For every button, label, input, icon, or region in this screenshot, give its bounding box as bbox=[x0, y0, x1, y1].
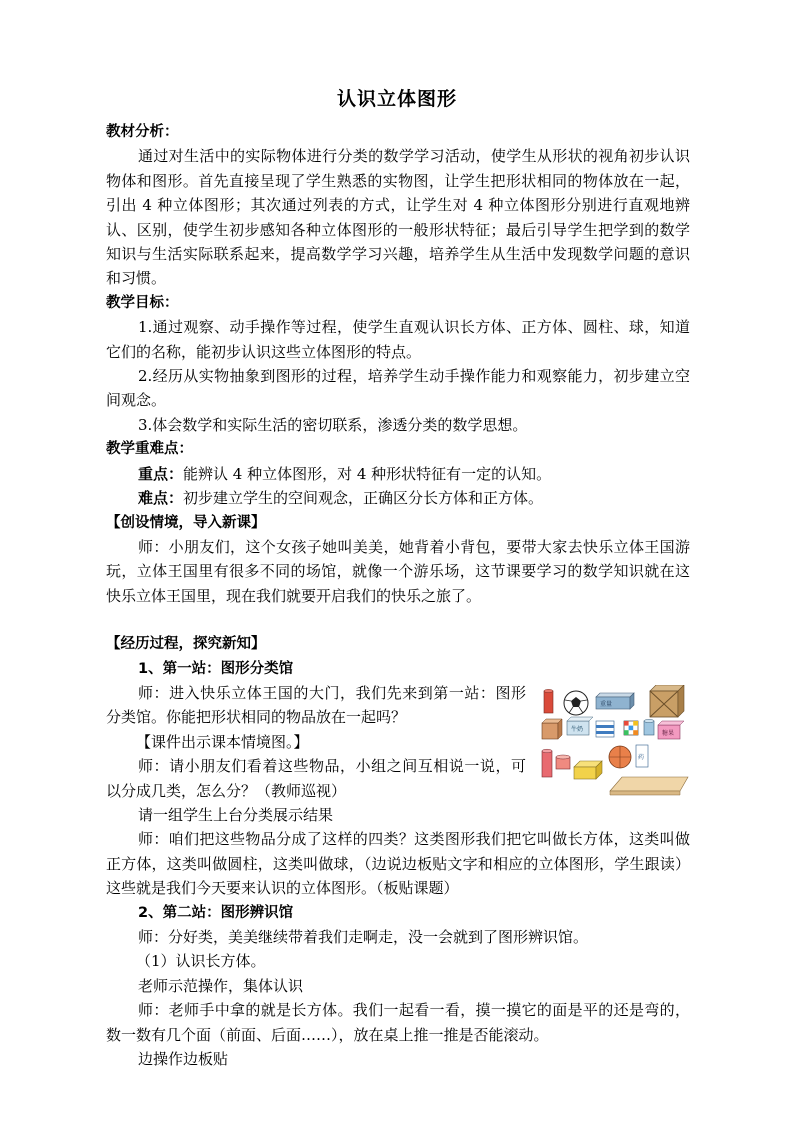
small-box-image bbox=[542, 719, 562, 739]
milk-box-label: 牛奶 bbox=[571, 725, 584, 733]
station2-para-3: 老师示范操作，集体认识 bbox=[138, 976, 304, 995]
medicine-box-label: 药 bbox=[638, 753, 645, 761]
difficulty-label: 难点： bbox=[138, 489, 184, 508]
focus-line bbox=[106, 462, 690, 486]
intro-text: 师：小朋友们，这个女孩子她叫美美，她背着小背包，要带大家去快乐立体王国游玩，立体王国里有很多不同的场馆，就像一个游乐场，这节课要学习的数学知识就在这快乐立体王国里，现在我们就要开启我们的快乐之旅了。 bbox=[106, 537, 690, 605]
station2-para-5: 边操作边板贴 bbox=[138, 1050, 229, 1069]
station1-title: 1、第一站：图形分类馆 bbox=[138, 660, 294, 677]
tissue-box-image bbox=[574, 761, 602, 779]
soccer-ball-image bbox=[564, 691, 588, 715]
focus-text: 能辨认 4 种立体图形，对 4 种形状特征有一定的认知。 bbox=[183, 464, 552, 483]
station1-para-3: 师：请小朋友们看着这些物品，小组之间互相说一说，可以分成几类，怎么分？（教师巡视） bbox=[106, 757, 526, 800]
milk-box-image bbox=[567, 717, 593, 735]
small-can-image bbox=[644, 719, 654, 735]
difficulty-line bbox=[106, 486, 690, 510]
section-gap bbox=[106, 608, 690, 632]
flat-board-image bbox=[610, 777, 688, 795]
station1-para-1: 师：进入快乐立体王国的大门，我们先来到第一站：图形分类馆。你能把形状相同的物品放在一起吗？ bbox=[106, 683, 526, 727]
station1-para-4: 请一组学生上台分类展示结果 bbox=[138, 805, 334, 824]
analysis-heading: 教材分析： bbox=[106, 124, 179, 140]
candy-box-image bbox=[658, 721, 684, 739]
objects-illustration-svg bbox=[538, 685, 690, 797]
long-box-image bbox=[596, 693, 634, 709]
candy-box-label: 糖果 bbox=[662, 729, 675, 737]
goal-item-1: 1.通过观察、动手操作等过程，使学生直观认识长方体、正方体、圆柱、球，知道它们的名称，能初步认识这些立体图形的特点。 bbox=[106, 318, 690, 361]
difficulty-text: 初步建立学生的空间观念，正确区分长方体和正方体。 bbox=[183, 489, 544, 508]
station1-para-5: 师：咱们把这些物品分成了这样的四类？这类图形我们把它叫做长方体，这类叫做正方体，这类叫做圆柱，这类叫做球，（边说边板贴文字和相应的立体图形，学生跟读）这些就是我们今天要来认识的立体图形。（板贴课题） bbox=[106, 830, 690, 898]
striped-box-image bbox=[596, 721, 614, 737]
focus-label: 重点： bbox=[138, 464, 184, 483]
intro-heading: 【创设情境，导入新课】 bbox=[106, 514, 266, 531]
analysis-text: 通过对生活中的实际物体进行分类的数学学习活动，使学生从形状的视角初步认识物体和图形。首先直接呈现了学生熟悉的实物图，让学生把形状相同的物体放在一起，引出 4 种立体图形；其次通过列表的方式，让学生对 4 种立体图形分别进行直观地辨认、区别，使学生初步感知各种立体图形的一般形状特征；最后引导学生把学到的数学知识与生活实际联系起来，提高数学学习兴趣，培养学生从生活中发现数学问题的意识和习惯。 bbox=[106, 147, 690, 288]
long-box-label: 重量 bbox=[600, 700, 613, 708]
rubiks-cube-image bbox=[624, 721, 638, 735]
red-can-image bbox=[544, 689, 553, 713]
goals-heading: 教学目标： bbox=[106, 294, 179, 311]
goal-item-2: 2.经历从实物抽象到图形的过程，培养学生动手操作能力和观察能力，初步建立空间观念。 bbox=[106, 367, 690, 410]
medicine-box-image bbox=[636, 745, 648, 767]
objects-illustration bbox=[538, 685, 690, 797]
explore-heading: 【经历过程，探究新知】 bbox=[106, 636, 266, 653]
goal-item-3: 3.体会数学和实际生活的密切联系，渗透分类的数学思想。 bbox=[138, 415, 528, 434]
station2-para-4: 师：老师手中拿的就是长方体。我们一起看一看，摸一摸它的面是平的还是弯的，数一数有几个面（前面、后面……），放在桌上推一推是否能滚动。 bbox=[106, 1001, 690, 1044]
document-body bbox=[106, 120, 690, 1071]
station2-para-2: （1）认识长方体。 bbox=[136, 952, 266, 971]
station2-title: 2、第二站：图形辨识馆 bbox=[138, 904, 294, 921]
page-title: 认识立体图形 bbox=[336, 88, 457, 110]
wooden-crate-image bbox=[650, 685, 684, 717]
basketball-image bbox=[609, 746, 631, 768]
station2-para-1: 师：分好类，美美继续带着我们走啊走，没一会就到了图形辨识馆。 bbox=[138, 928, 589, 946]
keypoints-heading: 教学重难点： bbox=[106, 441, 193, 458]
pink-cylinder-image bbox=[542, 749, 570, 777]
station1-para-2: 【课件出示课本情境图。】 bbox=[136, 732, 309, 751]
